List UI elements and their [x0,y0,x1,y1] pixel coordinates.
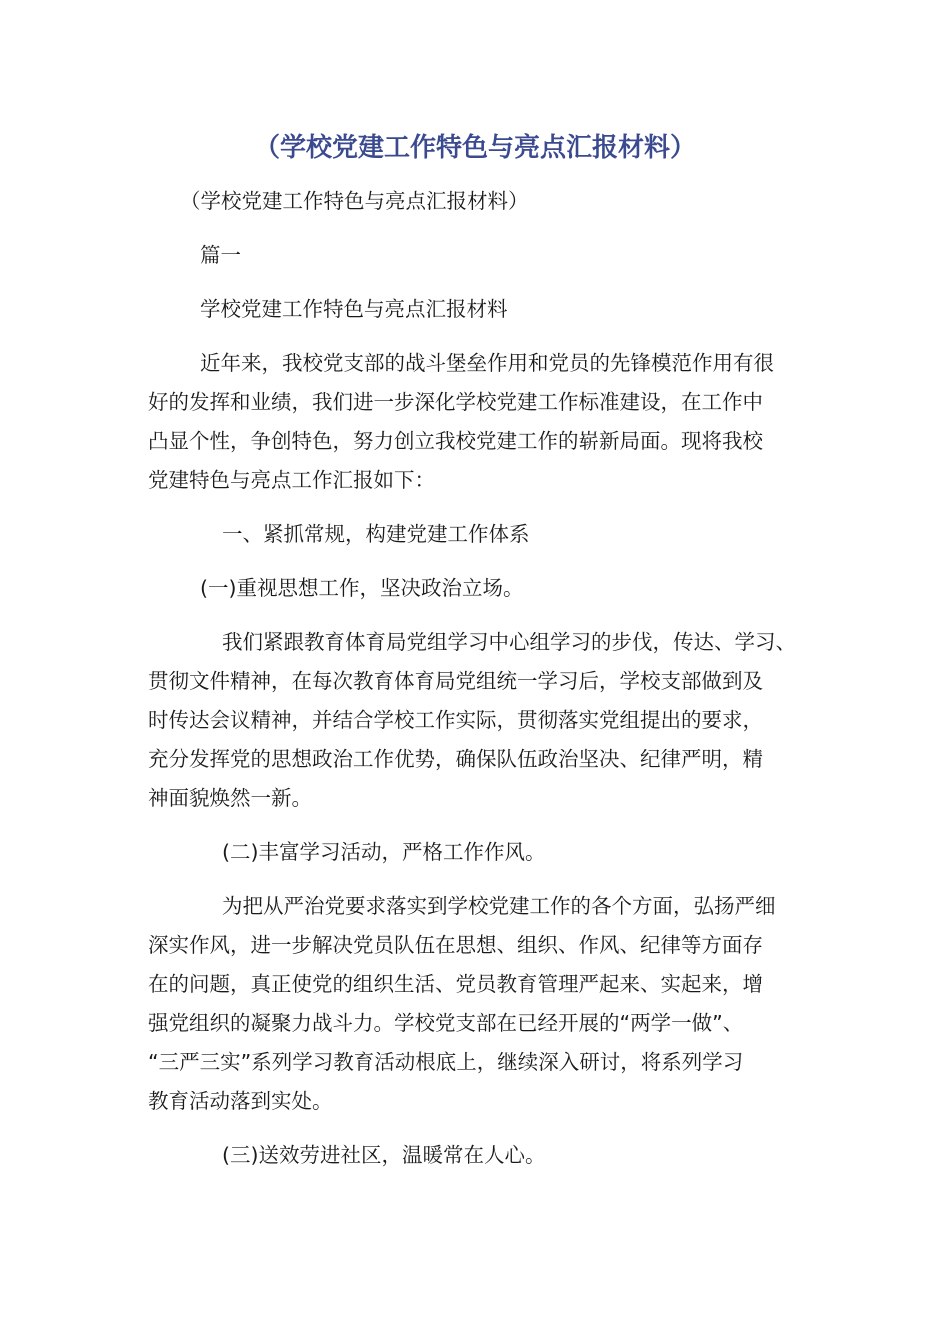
paragraph-line: 神面貌焕然一新。 [148,786,312,810]
paragraph-line: 好的发挥和业绩，我们进一步深化学校党建工作标准建设，在工作中 [148,390,763,414]
paragraph-line: 为把从严治党要求落实到学校党建工作的各个方面，弘扬严细 [222,894,776,918]
paragraph-line: 凸显个性，争创特色，努力创立我校党建工作的崭新局面。现将我校 [148,429,763,453]
paragraph-line: 在的问题，真正使党的组织生活、党员教育管理严起来、实起来，增 [148,972,763,996]
paragraph-line: 近年来，我校党支部的战斗堡垒作用和党员的先锋模范作用有很 [200,351,774,375]
paragraph-line: 强党组织的凝聚力战斗力。学校党支部在已经开展的“两学一做”、 [148,1011,744,1035]
paragraph-line: 时传达会议精神，并结合学校工作实际，贯彻落实党组提出的要求， [148,708,763,732]
paragraph-line: 深实作风，进一步解决党员队伍在思想、组织、作风、纪律等方面存 [148,933,763,957]
paragraph-line: 教育活动落到实处。 [148,1089,333,1113]
section-label: 篇一 [200,243,241,267]
paragraph-line: 贯彻文件精神，在每次教育体育局党组统一学习后，学校支部做到及 [148,669,763,693]
subsection-heading: (三)送效劳进社区，温暖常在人心。 [222,1143,546,1167]
subsection-heading: (一)重视思想工作，坚决政治立场。 [200,576,524,600]
paragraph-line: “三严三实”系列学习教育活动根底上，继续深入研讨，将系列学习 [148,1050,744,1074]
subsection-heading: (二)丰富学习活动，严格工作作风。 [222,840,546,864]
paragraph-line: 充分发挥党的思想政治工作优势，确保队伍政治坚决、纪律严明，精 [148,747,763,771]
paragraph-line: 我们紧跟教育体育局党组学习中心组学习的步伐，传达、学习、 [222,630,796,654]
section-heading: 学校党建工作特色与亮点汇报材料 [200,297,508,321]
document-title: （学校党建工作特色与亮点汇报材料） [253,133,696,163]
section-heading: 一、紧抓常规，构建党建工作体系 [222,522,530,546]
paragraph-line: 党建特色与亮点工作汇报如下： [148,468,435,492]
subtitle-line: （学校党建工作特色与亮点汇报材料） [180,189,529,213]
